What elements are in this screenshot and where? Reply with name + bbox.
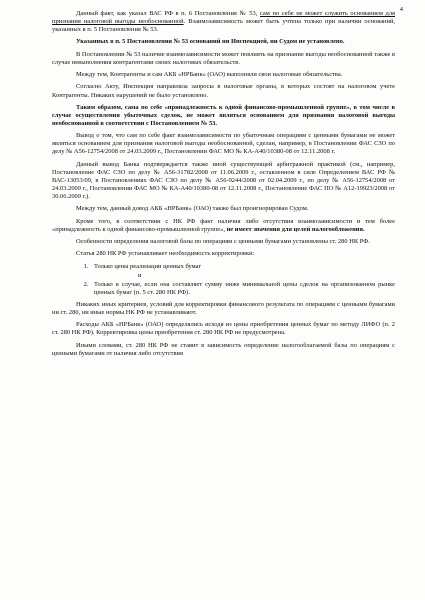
paragraph-11: Особенности определения налоговой базы по операциям с ценными бумагами установлены ст. 280 НК РФ. <box>76 238 370 246</box>
page-number: 4 <box>399 6 403 13</box>
list-conjunction: и <box>138 271 142 279</box>
paragraph-9: Между тем, данный довод АКБ «НРБанк» (ОАО) также был проигнорирован Судом. <box>76 205 309 213</box>
paragraph-13: Никаких иных критериев, условий для корректировки финансового результата по операциям с ценными бумагами ни ст. 280, ни иные нормы НК РФ не устанавливают. <box>52 300 395 317</box>
paragraph-3: В Постановлении № 53 наличие взаимозависимости может повлиять на признание выгоды необоснованной также в случае невыполнения контрагентами своих налоговых обязательств. <box>52 50 395 66</box>
paragraph-7: Вывод о том, что сам по себе факт взаимозависимости по убыточным операциям с ценными бумагами не может являться основанием для признания налоговой выгоды необоснованной, сделан, например, в Постановлении ФАС СЗО по делу № А56-12754/2008 от 24.03.2009 г., Постановлении ФАС МО № КА-А40/10380-08 от 12.11.2008 г. <box>52 132 395 156</box>
list-item: 1. Только цены реализации ценных бумаг <box>90 263 395 271</box>
paragraph-2-bold: Указанных в п. 5 Постановления № 53 оснований ни Инспекцией, ни Судом не установлено. <box>76 38 345 46</box>
paragraph-6-bold: Таким образом, сама по себе «принадлежность к одной финансово-промышленной группе», в том числе в случае осуществления убыточных сделок, не может являться основанием для признания налоговой выгоды необоснованной в соответствии с Постановлением № 53. <box>52 103 395 127</box>
paragraph-1-tail: . Взаимозависимость может быть учтена только при наличии оснований, указанных в п. 5 Постановления № 53. <box>52 18 396 34</box>
paragraph-10-lead: Кроме того, в соответствии с НК РФ факт наличия либо отсутствия взаимозависимости и тем более «принадлежность к одной финансово-промышленной группе», <box>52 217 395 233</box>
paragraph-5: Согласно Акту, Инспекция направляла запросы в налоговые органы, в которых состоят на налоговом учете Контрагенты. Никаких нарушений не было установлено. <box>52 83 395 99</box>
paragraph-12: Статья 280 НК РФ устанавливает необходимость корректировки: <box>76 250 255 258</box>
list-item: 2. Только в случае, если она составляет сумму ниже минимальной цены сделок на организованном рынке ценных бумаг (п. 5 ст. 280 НК РФ). <box>90 281 395 297</box>
paragraph-10 <box>52 218 395 234</box>
paragraph-8: Данный вывод Банка подтверждается также иной существующей арбитражной практикой (см., например, Постановление ФАС СЗО по делу № А56-31782/2008 от 11.06.2009 г., оставленном в силе Определением ВАС РФ № ВАС-13053/09, в Постановлениях ФАС СЗО по делу № А56-9244/2008 от 02.04.2009 г., по делу № А56-12754/2008 от 24.03.2009 г., Постановлении ФАС МО № КА-А40/10380-08 от 12.11.2008 г., Постановление ФАС ПО № А12-19923/2008 от 30.06.2009 г.). <box>52 160 395 201</box>
paragraph-1-underlined: сам по себе не может служить основанием для признания налоговой выгоды необоснованной <box>52 10 396 26</box>
paragraph-10-bold: не имеет значения для целей налогообложения. <box>226 225 365 233</box>
paragraph-1 <box>52 10 395 34</box>
correction-list <box>52 263 395 297</box>
paragraph-1-lead: Данный факт, как указал ВАС РФ в п. 6 Постановления № 53, <box>76 10 260 17</box>
paragraph-4: Между тем, Контрагенты и сам АКБ «НРБанк» (ОАО) выполняли свои налоговые обязательства. <box>76 71 343 79</box>
paragraph-15: Иными словами, ст. 280 НК РФ не ставит в зависимость определение налогооблагаемой базы по операциям с ценными бумагами от наличия либо отсутствия <box>52 341 395 357</box>
paragraph-14: Расходы АКБ «НРБанк» (ОАО) определялись исходя из цены приобретения ценных бумаг по методу ЛИФО (п. 2 ст. 280 НК РФ). Корректировка цены приобретения ст. 280 НК РФ не предусмотрена. <box>52 321 395 337</box>
